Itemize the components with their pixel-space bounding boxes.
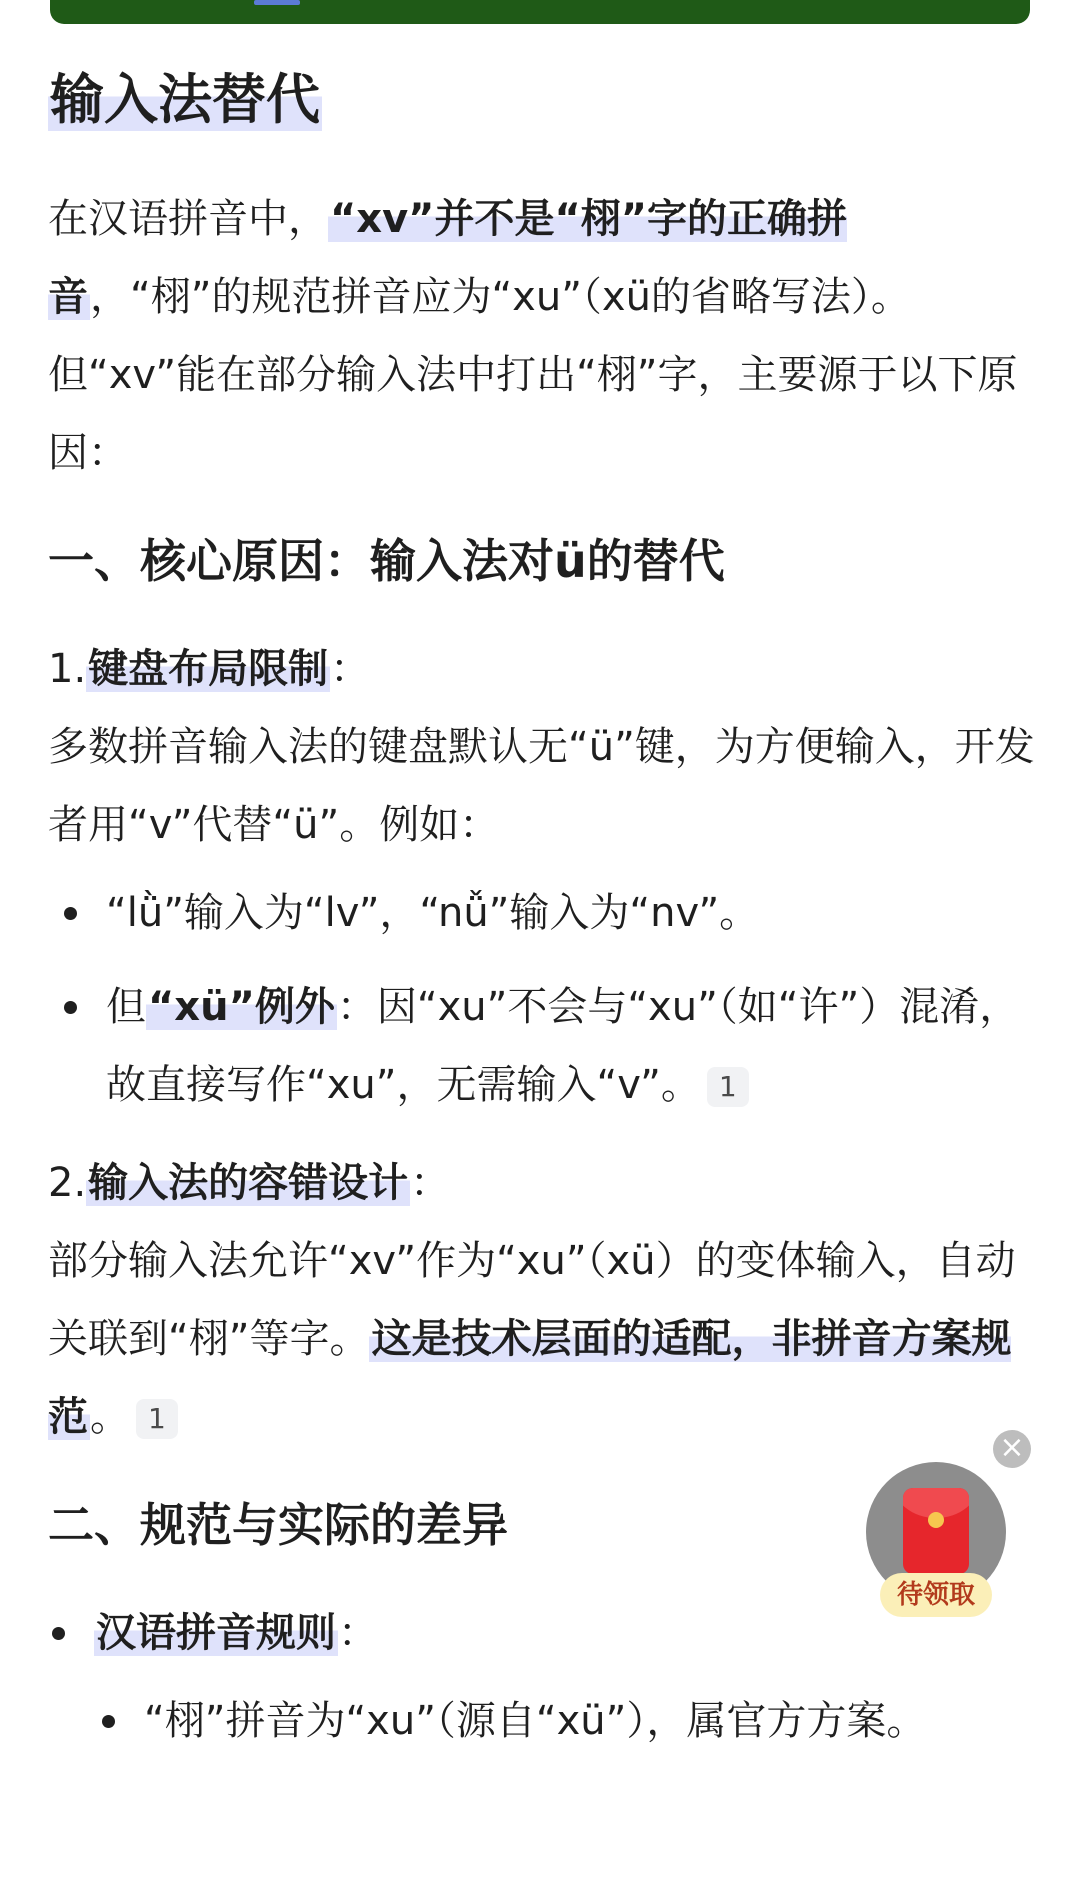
list-item (48, 874, 1038, 952)
bullet-dot-icon (102, 1715, 115, 1728)
bullet-2-rest: ：因“xu”不会与“xu”（如“许”）混淆，故直接写作“xu”，无需输入“v”。 (106, 984, 1020, 1108)
sub-bullet-1-text: “栩”拼音为“xu”（源自“xü”），属官方方案。 (144, 1698, 927, 1744)
item-1-heading (48, 630, 1038, 708)
item-2-number: 2. (48, 1160, 87, 1206)
list-item (48, 968, 1038, 1124)
citation-badge[interactable]: 1 (707, 1067, 749, 1107)
bullet-2-bold: “xü”例外 (148, 984, 335, 1030)
section-2-bullet-colon: ： (338, 1610, 378, 1656)
top-progress-bar (50, 0, 1030, 24)
list-item (44, 1594, 1038, 1760)
section-1-title: 一、核心原因：输入法对ü的替代 (48, 534, 725, 588)
item-2-colon: ： (410, 1160, 451, 1206)
section-2-title: 二、规范与实际的差异 (48, 1498, 508, 1552)
item-2-title: 输入法的容错设计 (88, 1160, 409, 1206)
intro-bold: “xv”并不是“栩”字的正确拼音 (48, 196, 848, 320)
list-item (94, 1682, 1038, 1760)
bullet-2-pre: 但 (106, 984, 146, 1030)
item-1-colon: ： (330, 646, 371, 692)
red-packet-icon (903, 1488, 969, 1574)
page-title (48, 60, 1038, 140)
packet-seal (928, 1512, 944, 1528)
section-2-sub-bullets (94, 1682, 1038, 1760)
bullet-1-text: “lǜ”输入为“lv”，“nǚ”输入为“nv”。 (106, 890, 760, 936)
citation-badge[interactable]: 1 (136, 1399, 178, 1439)
item-2-heading (48, 1144, 1038, 1222)
top-indicator (254, 0, 300, 5)
bullet-dot-icon (64, 907, 77, 920)
item-2-bold: 这是技术层面的适配，非拼音方案规范 (48, 1316, 1012, 1440)
item-2-body (48, 1222, 1038, 1456)
red-packet-label[interactable]: 待领取 (880, 1573, 992, 1617)
item-2-body-text: 部分输入法允许“xv”作为“xu”（xü）的变体输入，自动关联到“栩”等字。 (48, 1238, 1016, 1362)
item-1-title: 键盘布局限制 (88, 646, 329, 692)
page-title-text: 输入法替代 (50, 68, 320, 131)
bullet-dot-icon (64, 1001, 77, 1014)
intro-text-1: 在汉语拼音中， (48, 196, 328, 242)
intro-text-3: ，“栩”的规范拼音应为“xu”（xü的省略写法）。但“xv”能在部分输入法中打出“栩”字，主要源于以下原因： (48, 274, 1018, 476)
intro-paragraph (48, 180, 1038, 492)
section-2-bullet-title: 汉语拼音规则 (96, 1610, 336, 1656)
bullet-dot-icon (52, 1627, 65, 1640)
close-icon[interactable]: × (993, 1430, 1031, 1468)
item-1-body: 多数拼音输入法的键盘默认无“ü”键，为方便输入，开发者用“v”代替“ü”。例如： (48, 724, 1035, 848)
item-1-bullets (48, 874, 1038, 1124)
item-2-tail: 。 (90, 1394, 130, 1440)
item-1-number: 1. (48, 646, 87, 692)
section-2-bullets (44, 1594, 1038, 1760)
